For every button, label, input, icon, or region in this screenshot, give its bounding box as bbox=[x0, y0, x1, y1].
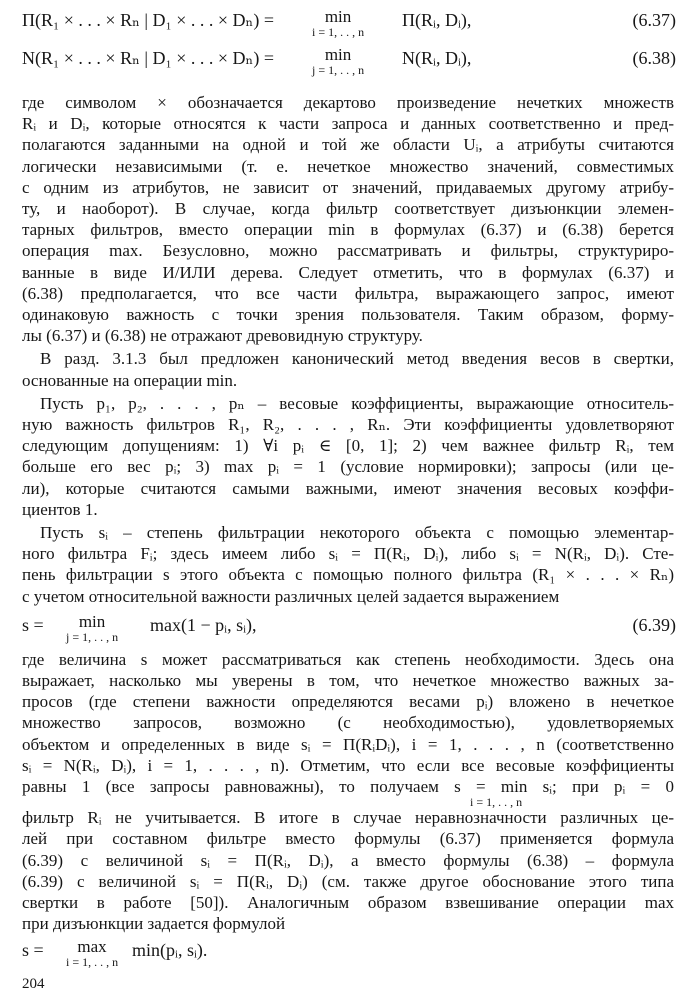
equation-rhs: min(pᵢ, sᵢ). bbox=[132, 940, 208, 961]
equation-6-39 bbox=[22, 611, 682, 651]
equation-lhs: Π(R₁ × . . . × Rₙ | D₁ × . . . × Dₙ) = bbox=[22, 10, 274, 30]
equation-number: (6.38) bbox=[632, 48, 676, 68]
equation-lhs: N(R₁ × . . . × Rₙ | D₁ × . . . × Dₙ) = bbox=[22, 48, 274, 68]
equation-max-min bbox=[22, 936, 682, 976]
equation-number: (6.37) bbox=[632, 10, 676, 30]
equation-rhs: N(Rᵢ, Dᵢ), bbox=[402, 48, 472, 68]
paragraph-5: где величина s может рассматриваться как степень необходимости. Здесь она выражает, насколько мы уверены в том, что нечеткое множество важных за- просов (где степени важности определяются весами pᵢ) вложено в нечеткое множество запросов, возможно (с необходимостью), удовлетворяемых объектом и определенных в виде sᵢ = Π(RᵢDᵢ), i = 1, . . . , n (соответственно sᵢ = N(Rᵢ, Dᵢ), i = 1, . . . , n). Отметим, что если все весовые коэффициенты равны 1 (все запросы равноважны), то получаем s = min sᵢ; при pᵢ = 0 bbox=[22, 649, 674, 797]
equation-lhs: s = bbox=[22, 614, 44, 635]
max-operator: max i = 1, . . , n bbox=[66, 937, 119, 970]
equation-6-38 bbox=[22, 44, 682, 84]
min-operator: min j = 1, . . , n bbox=[66, 611, 119, 644]
equation-number: (6.39) bbox=[632, 614, 676, 635]
equation-rhs: Π(Rᵢ, Dᵢ), bbox=[402, 10, 472, 30]
equation-rhs: max(1 − pᵢ, sᵢ), bbox=[150, 614, 257, 635]
min-operator: min i = 1, . . , n bbox=[312, 7, 365, 39]
inline-operator-subscript: i = 1, . . , n bbox=[470, 795, 523, 810]
paragraph-1: где символом × обозначается декартово произведение нечетких множеств Rᵢ и Dᵢ, которые относятся к части запроса и данных соответственно и пред- полагаются заданными на одной и той же области Uᵢ, а атрибуты считаются логически независимыми (т. е. нечеткое множество значений, совместимых с одним из атрибутов, не зависит от значений, придаваемых другому атрибу- ту, и наоборот). В случае, когда фильтр соответствует дизъюнкции элемен- тарных фильтров, вместо операции min в формулах (6.37) и (6.38) берется операция max. Безусловно, можно рассматривать и фильтры, структуриро- ванные в виде И/ИЛИ дерева. Следует отметить, что в формулах (6.37) и (6.38) предполагается, что все части фильтра, выражающего запрос, имеют одинаковую важность с точки зрения пользователя. Таким образом, форму- лы (6.37) и (6.38) не отражают древовидную структуру. bbox=[22, 93, 674, 346]
min-operator: min j = 1, . . , n bbox=[312, 45, 365, 77]
equation-lhs: s = bbox=[22, 940, 44, 961]
paragraph-6: фильтр Rᵢ не учитывается. В итоге в случае неравнозначности различных це- лей при составном фильтре вместо формулы (6.37) применяется формула (6.39) с величиной sᵢ = Π(Rᵢ, Dᵢ), а вместо формулы (6.38) – формула (6.39) с величиной sᵢ = Π(Rᵢ, Dᵢ) (см. также другое обоснование этого типа свертки в работе [50]). Аналогичным образом взвешивание операции max при дизъюнкции задается формулой bbox=[22, 808, 674, 934]
paragraph-4: Пусть sᵢ – степень фильтрации некоторого объекта с помощью элементар- ного фильтра Fᵢ; здесь имеем либо sᵢ = Π(Rᵢ, Dᵢ), либо sᵢ = N(Rᵢ, Dᵢ). Сте- пень фильтрации s этого объекта с помощью полного фильтра (R₁ × . . . × Rₙ) с учетом относительной важности различных целей задается выражением bbox=[22, 523, 674, 606]
equation-6-37 bbox=[22, 6, 682, 46]
page-number: 204 bbox=[22, 976, 45, 992]
paragraph-2: В разд. 3.1.3 был предложен канонический метод введения весов в свертки, основанные на операции min. bbox=[22, 349, 674, 390]
paragraph-3: Пусть p₁, p₂, . . . , pₙ – весовые коэффициенты, выражающие относитель- ную важность фильтров R₁, R₂, . . . , Rₙ. Эти коэффициенты удовлетворяют следующим допущениям: 1) ∀i pᵢ ∈ [0, 1]; 2) чем важнее фильтр Rᵢ, тем больше его вес pᵢ; 3) max pᵢ = 1 (условие нормировки); запросы (или це- ли), которые считаются самыми важными, имеют значения весовых коэффи- циентов 1. bbox=[22, 393, 674, 519]
